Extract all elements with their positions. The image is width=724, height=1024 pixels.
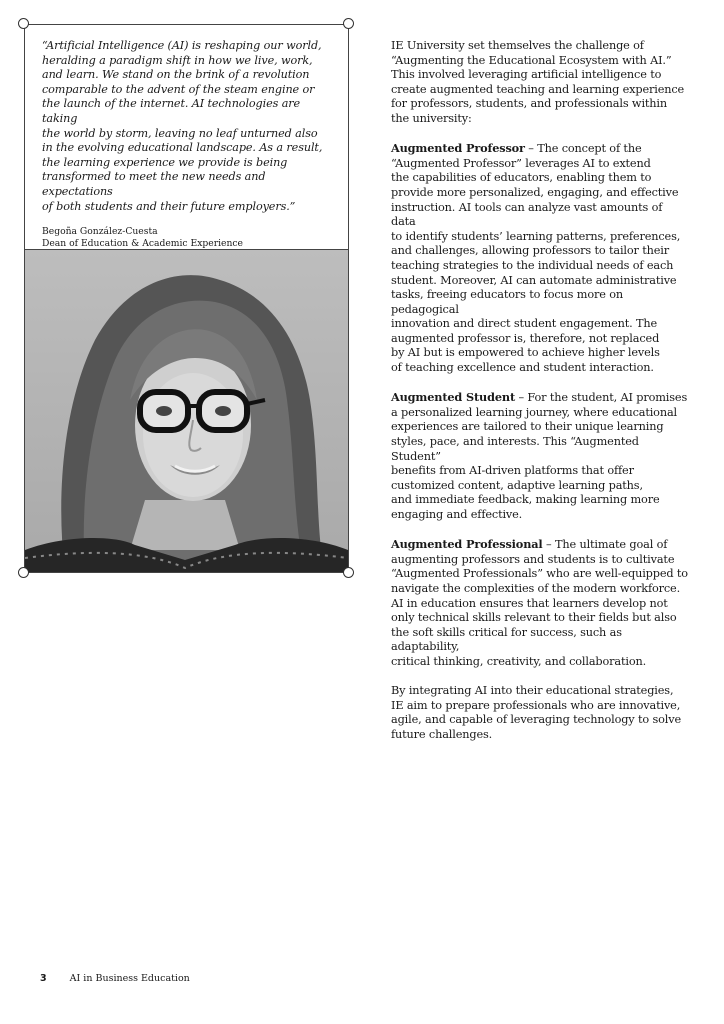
publication-title: AI in Business Education	[69, 973, 190, 984]
portrait-illustration	[25, 250, 348, 572]
author-role: Dean of Education & Academic Experience	[42, 238, 243, 250]
quote-text: “Artificial Intelligence (AI) is reshaping our world, heralding a paradigm shift in how we live, work, and learn. We stand on the brink of a revolution comparable to the advent of the steam engine or the launch of the internet. AI technologies are taking the world by storm, leaving no leaf unturned also in the evolving educational landscape. As a result, the learning experience we provide is being transformed to meet the new needs and expectations of both students and their future employers.”	[42, 39, 323, 213]
professor-paragraph	[391, 141, 689, 376]
corner-handle-top-left	[18, 18, 29, 29]
article-body	[391, 39, 689, 757]
professional-paragraph	[391, 537, 689, 669]
professor-text: – The concept of the “Augmented Professor” leverages AI to extend the capabilities of educators, enabling them to provide more personalized, engaging, and effective instruction. AI tools can analyze vast amounts of data to identify students’ learning patterns, preferences, and challenges, allowing professors to tailor their teaching strategies to the individual needs of each student. Moreover, AI can automate administrative tasks, freeing educators to focus more on pedagogical innovation and direct student engagement. The augmented professor is, therefore, not replaced by AI but is empowered to achieve higher levels of teaching excellence and student interaction.	[391, 142, 681, 375]
portrait-photo	[25, 250, 348, 572]
quote-card	[24, 24, 349, 573]
student-paragraph	[391, 390, 689, 522]
corner-handle-bottom-left	[18, 567, 29, 578]
closing-paragraph: By integrating AI into their educational strategies, IE aim to prepare professionals who are innovative, agile, and capable of leveraging technology to solve future challenges.	[391, 684, 681, 741]
page-number: 3	[40, 973, 47, 984]
corner-handle-top-right	[343, 18, 354, 29]
professor-heading: Augmented Professor	[391, 141, 525, 156]
student-heading: Augmented Student	[391, 390, 516, 405]
quote-block	[42, 39, 338, 262]
author-name: Begoña González-Cuesta	[42, 226, 158, 238]
student-text: – For the student, AI promises a personalized learning journey, where educational experiences are tailored to their unique learning styles, pace, and interests. This “Augmented Student” benefits from AI-driven platforms that offer customized content, adaptive learning paths, and immediate feedback, making learning more engaging and effective.	[391, 391, 688, 521]
professional-text: – The ultimate goal of augmenting professors and students is to cultivate “Augmented Professionals” who are well-equipped to navigate the complexities of the modern workforce. AI in education ensures that learners develop not only technical skills relevant to their fields but also the soft skills critical for success, such as adaptability, critical thinking, creativity, and collaboration.	[391, 538, 688, 668]
page-footer	[40, 973, 190, 984]
intro-paragraph: IE University set themselves the challenge of “Augmenting the Educational Ecosystem with AI.” This involved leveraging artificial intelligence to create augmented teaching and learning experience for professors, students, and professionals within the university:	[391, 39, 685, 125]
corner-handle-bottom-right	[343, 567, 354, 578]
professional-heading: Augmented Professional	[391, 537, 543, 552]
